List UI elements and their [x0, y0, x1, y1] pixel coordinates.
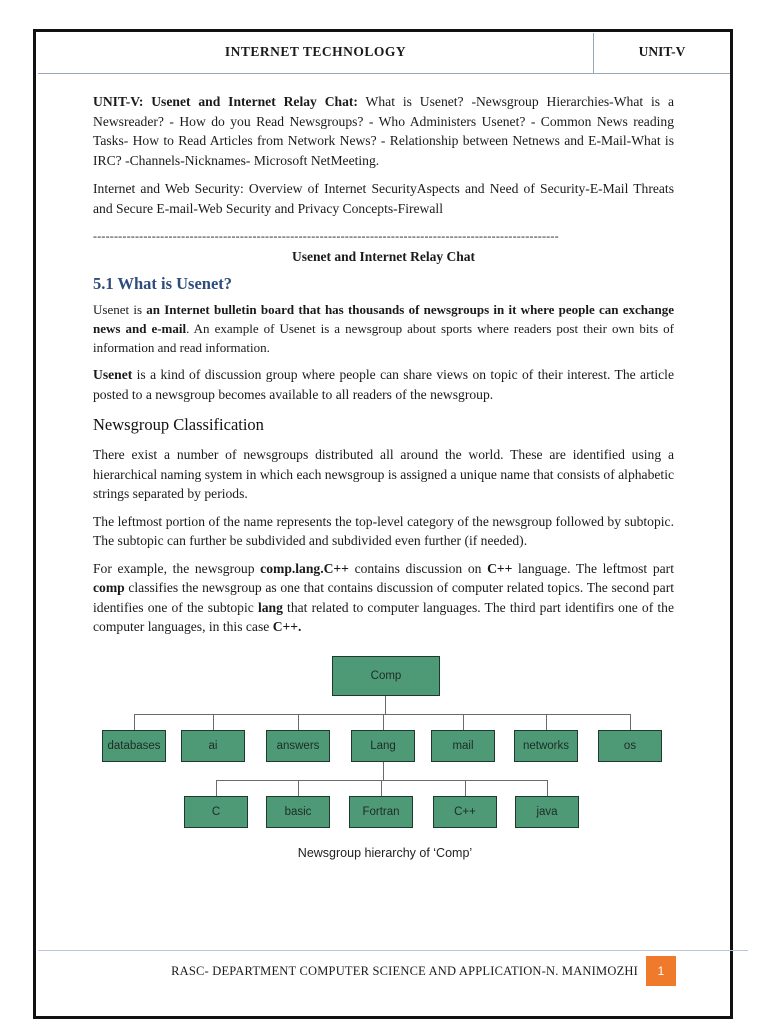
connector-lang	[383, 762, 384, 780]
syllabus-security: Internet and Web Security: Overview of Internet SecurityAspects and Need of Security-E-Mail Threats and Secure E-mail-Web Security and Privacy Concepts-Firewall	[93, 181, 674, 216]
node-c: C	[184, 796, 248, 828]
usenet-p2-text: is a kind of discussion group where people can share views on topic of their interest. The article posted to a newsgroup becomes available to all readers of the newsgroup.	[93, 367, 674, 402]
p3-text-a: For example, the newsgroup	[93, 560, 261, 576]
p3-text-f: that related to computer languages. The third part identifirs one of the computer languages, in this case	[93, 599, 675, 634]
diagram-caption: Newsgroup hierarchy of ‘Comp’	[297, 846, 473, 860]
usenet-p2-bold: Usenet	[93, 367, 133, 382]
connector-level1-3	[383, 714, 384, 730]
node-root: Comp	[332, 656, 440, 696]
syllabus-unit-label: UNIT-V: Usenet and Internet Relay Chat:	[93, 94, 358, 109]
node-databases: databases	[102, 730, 166, 762]
node-java: java	[515, 796, 579, 828]
p3-bold-cpp-end: C++.	[272, 619, 302, 634]
section-title: Usenet and Internet Relay Chat	[292, 249, 475, 264]
heading-newsgroup-classification: Newsgroup Classification	[93, 415, 264, 434]
p3-bold-newsgroup: comp.lang.C++	[260, 560, 349, 576]
connector-root	[385, 696, 386, 714]
usenet-paragraph-1	[93, 300, 674, 357]
node-ai: ai	[181, 730, 245, 762]
node-fortran: Fortran	[349, 796, 413, 828]
footer-rule	[38, 950, 748, 951]
page-number-badge: 1	[646, 956, 676, 986]
connector-level1-2	[298, 714, 299, 730]
document-body	[93, 92, 674, 637]
footer-text: RASC- DEPARTMENT COMPUTER SCIENCE AND APPLICATION-N. MANIMOZHI	[171, 964, 638, 978]
header-title: INTERNET TECHNOLOGY	[224, 44, 407, 59]
page-header	[38, 33, 730, 74]
node-lang: Lang	[351, 730, 415, 762]
connector-level2-3	[465, 780, 466, 796]
connector-level2-1	[298, 780, 299, 796]
usenet-p1-bold: an Internet bulletin board that has thousands of newsgroups in it where people can exchange news and e-mail	[93, 302, 674, 336]
connector-level1-bar	[134, 714, 630, 715]
node-mail: mail	[431, 730, 495, 762]
p3-bold-comp: comp	[93, 580, 125, 595]
p3-text-c: contains discussion on	[348, 560, 488, 576]
separator-line: ---------------------------------------------------------------------------------------------------------------	[93, 229, 559, 243]
p3-text-e: classifies the newsgroup as one that contains discussion of computer related topics. The second part identifies one of the subtopic	[93, 580, 674, 615]
node-answers: answers	[266, 730, 330, 762]
heading-what-is-usenet: 5.1 What is Usenet?	[93, 274, 233, 293]
connector-level1-4	[463, 714, 464, 730]
usenet-p1-text-a: Usenet is	[93, 302, 147, 317]
classification-paragraph-1: There exist a number of newsgroups distributed all around the world. These are identified using a hierarchical naming system in which each newsgroup is assigned a unique name that consists of alphabetic strings separated by periods.	[93, 447, 674, 501]
connector-level1-1	[213, 714, 214, 730]
node-basic: basic	[266, 796, 330, 828]
connector-level1-5	[546, 714, 547, 730]
classification-paragraph-2: The leftmost portion of the name represents the top-level category of the newsgroup followed by subtopic. The subtopic can further be subdivided and subdivided even further (if needed).	[93, 513, 674, 548]
syllabus-unit	[93, 92, 674, 170]
node-cplusplus: C++	[433, 796, 497, 828]
usenet-paragraph-2	[93, 365, 674, 404]
connector-level2-0	[216, 780, 217, 796]
node-os: os	[598, 730, 662, 762]
p3-text-d: language. The leftmost part	[512, 560, 674, 576]
header-unit: UNIT-V	[638, 44, 686, 59]
p3-bold-cpp: C++	[487, 560, 513, 576]
syllabus-unit-topics: What is Usenet? -Newsgroup Hierarchies-What is a Newsreader? - How do you Read Newsgroups? - Who Administers Usenet? - Common News reading Tasks- How to Read Articles from Network News? - Relationship between Netnews and E-Mail-What is IRC? -Channels-Nicknames- Microsoft NetMeeting.	[93, 94, 674, 168]
newsgroup-hierarchy-diagram	[95, 652, 675, 867]
node-networks: networks	[514, 730, 578, 762]
connector-level2-2	[381, 780, 382, 796]
usenet-p1-text-b: . An example of Usenet is a newsgroup about sports where readers post their own bits of information and read information.	[93, 321, 675, 355]
connector-level2-4	[547, 780, 548, 796]
classification-paragraph-3	[93, 559, 674, 637]
connector-level1-6	[630, 714, 631, 730]
p3-bold-lang: lang	[257, 599, 283, 615]
connector-level1-0	[134, 714, 135, 730]
